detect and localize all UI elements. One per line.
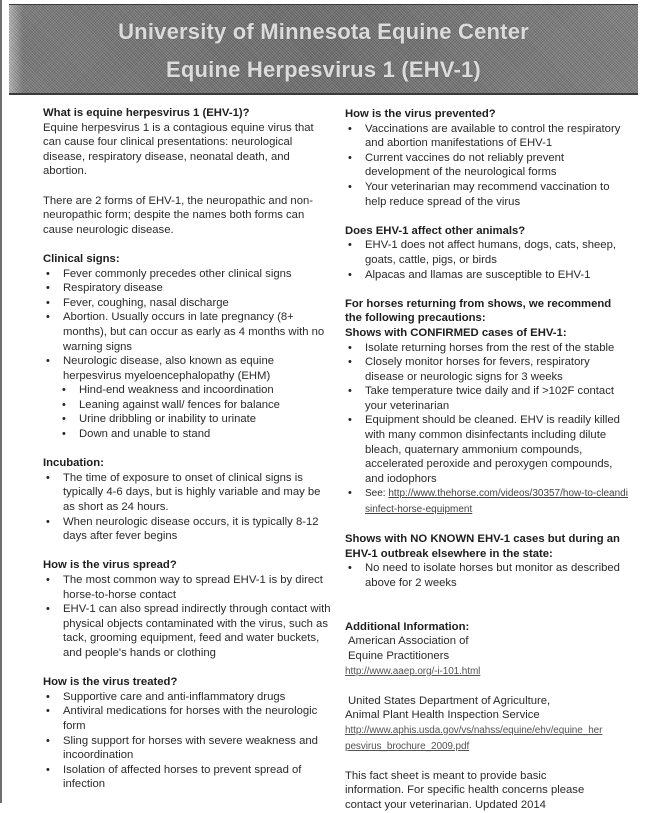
usda-org-line1: United States Department of Agriculture, bbox=[348, 694, 551, 707]
list-item: • EHV-1 can also spread indirectly through contact with physical objects contaminated with the virus, such as tack, grooming equipment, feed and water buckets, and people's hands or clothing bbox=[43, 602, 333, 660]
left-column bbox=[43, 106, 333, 792]
subsection-heading: Shows with CONFIRMED cases of EHV-1: bbox=[345, 326, 567, 339]
section-heading: For horses returning from shows, we recommend the following precautions: bbox=[345, 297, 612, 325]
bullet-list bbox=[345, 561, 630, 590]
see-label: See: bbox=[365, 488, 389, 500]
list-item: • No need to isolate horses but monitor as described above for 2 weeks bbox=[345, 561, 630, 590]
list-item: • Alpacas and llamas are susceptible to EHV-1 bbox=[345, 268, 630, 283]
list-item: • Vaccinations are available to control the respiratory and abortion manifestations of EHV-1 bbox=[345, 122, 630, 151]
section-prevented bbox=[345, 107, 630, 209]
list-item: • Current vaccines do not reliably prevent development of the neurological forms bbox=[345, 151, 630, 180]
bullet-list bbox=[43, 690, 333, 792]
list-item: • Abortion. Usually occurs in late pregnancy (8+ months), but can occur as early as 4 months with no warning signs bbox=[43, 310, 333, 354]
list-item: • When neurologic disease occurs, it is typically 8-12 days after fever begins bbox=[43, 515, 333, 544]
section-incubation bbox=[43, 456, 333, 544]
section-what-is bbox=[43, 106, 333, 237]
section-shows bbox=[345, 297, 630, 591]
thehorse-link[interactable]: http://www.thehorse.com/videos/30357/how-to-cleandisinfect-horse-equipment bbox=[365, 488, 628, 516]
section-spread bbox=[43, 558, 333, 660]
list-item: • The most common way to spread EHV-1 is by direct horse-to-horse contact bbox=[43, 573, 333, 602]
section-heading: How is the virus treated? bbox=[43, 676, 178, 689]
section-heading: How is the virus prevented? bbox=[345, 108, 496, 120]
list-item: • Equipment should be cleaned. EHV is readily killed with many common disinfectants including dilute bleach, quaternary ammonium compounds, accelerated peroxide and peroxygen compounds, and iodophors bbox=[345, 413, 630, 486]
list-item: • Antiviral medications for horses with the neurologic form bbox=[43, 704, 333, 733]
list-item: • Neurologic disease, also known as equine herpesvirus myeloencephalopathy (EHM) bbox=[43, 354, 333, 383]
page-edge bbox=[0, 0, 2, 803]
subsection-heading: Shows with NO KNOWN EHV-1 cases but during an EHV-1 outbreak elsewhere in the state: bbox=[345, 533, 620, 560]
section-heading: How is the virus spread? bbox=[43, 559, 177, 572]
disclaimer: This fact sheet is meant to provide basic information. For specific health concerns please contact your veterinarian. Updated 2014 bbox=[345, 769, 585, 811]
section-other-animals bbox=[345, 224, 630, 282]
section-heading: Clinical signs: bbox=[43, 252, 120, 265]
bullet-list bbox=[345, 238, 630, 282]
aaep-org: American Association of Equine Practitioners bbox=[348, 635, 469, 662]
header-title: University of Minnesota Equine Center bbox=[118, 19, 529, 44]
bullet-list bbox=[345, 122, 630, 210]
list-item: • Take temperature twice daily and if >102F contact your veterinarian bbox=[345, 384, 630, 413]
list-item: • Down and unable to stand bbox=[59, 427, 333, 442]
paragraph: Equine herpesvirus 1 is a contagious equine virus that can cause four clinical presentations: neurological disease, respiratory disease, neonatal death, and abortion. bbox=[43, 121, 314, 178]
list-item: • Isolation of affected horses to prevent spread of infection bbox=[43, 763, 333, 792]
list-item: • Leaning against wall/ fences for balance bbox=[59, 398, 333, 413]
list-item: • Fever commonly precedes other clinical signs bbox=[43, 267, 333, 282]
section-heading: Does EHV-1 affect other animals? bbox=[345, 224, 526, 237]
list-item: • Urine dribbling or inability to urinate bbox=[59, 412, 333, 427]
bullet-list bbox=[43, 267, 333, 384]
list-item: • Closely monitor horses for fevers, respiratory disease or neurologic signs for 3 weeks bbox=[345, 355, 630, 384]
list-item: • Isolate returning horses from the rest of the stable bbox=[345, 341, 630, 356]
list-item: • Respiratory disease bbox=[43, 281, 333, 296]
list-item: • Sling support for horses with severe weakness and incoordination bbox=[43, 734, 333, 763]
paragraph: There are 2 forms of EHV-1, the neuropathic and non-neuropathic form; despite the names both forms can cause neurologic disease. bbox=[43, 194, 314, 236]
list-item-see-link bbox=[345, 486, 630, 517]
section-heading: What is equine herpesvirus 1 (EHV-1)? bbox=[43, 107, 250, 119]
list-item: • Your veterinarian may recommend vaccination to help reduce spread of the virus bbox=[345, 180, 630, 209]
bullet-list bbox=[345, 341, 630, 518]
bullet-list bbox=[43, 471, 333, 544]
aaep-link[interactable]: http://www.aaep.org/-i-101.html bbox=[345, 665, 481, 677]
list-item: • Supportive care and anti-inflammatory drugs bbox=[43, 690, 333, 705]
aphis-link[interactable]: http://www.aphis.usda.gov/vs/nahss/equine/ehv/equine_herpesvirus_brochure_2009.pdf bbox=[345, 724, 603, 752]
bullet-list bbox=[43, 573, 333, 661]
list-item: • Fever, coughing, nasal discharge bbox=[43, 296, 333, 311]
section-treated bbox=[43, 675, 333, 792]
list-item: • Hind-end weakness and incoordination bbox=[59, 383, 333, 398]
usda-org-line2: Animal Plant Health Inspection Service bbox=[345, 709, 540, 722]
section-heading: Additional Information: bbox=[345, 620, 470, 633]
header-subtitle: Equine Herpesvirus 1 (EHV-1) bbox=[166, 57, 481, 82]
section-additional-info bbox=[345, 620, 630, 813]
header-banner bbox=[9, 4, 638, 95]
section-clinical-signs bbox=[43, 252, 333, 442]
sub-bullet-list bbox=[43, 383, 333, 441]
section-heading: Incubation: bbox=[43, 457, 104, 470]
right-column bbox=[345, 107, 630, 813]
list-item: • EHV-1 does not affect humans, dogs, cats, sheep, goats, cattle, pigs, or birds bbox=[345, 238, 630, 267]
list-item: • The time of exposure to onset of clinical signs is typically 4-6 days, but is highly variable and may be as short as 24 hours. bbox=[43, 471, 333, 515]
